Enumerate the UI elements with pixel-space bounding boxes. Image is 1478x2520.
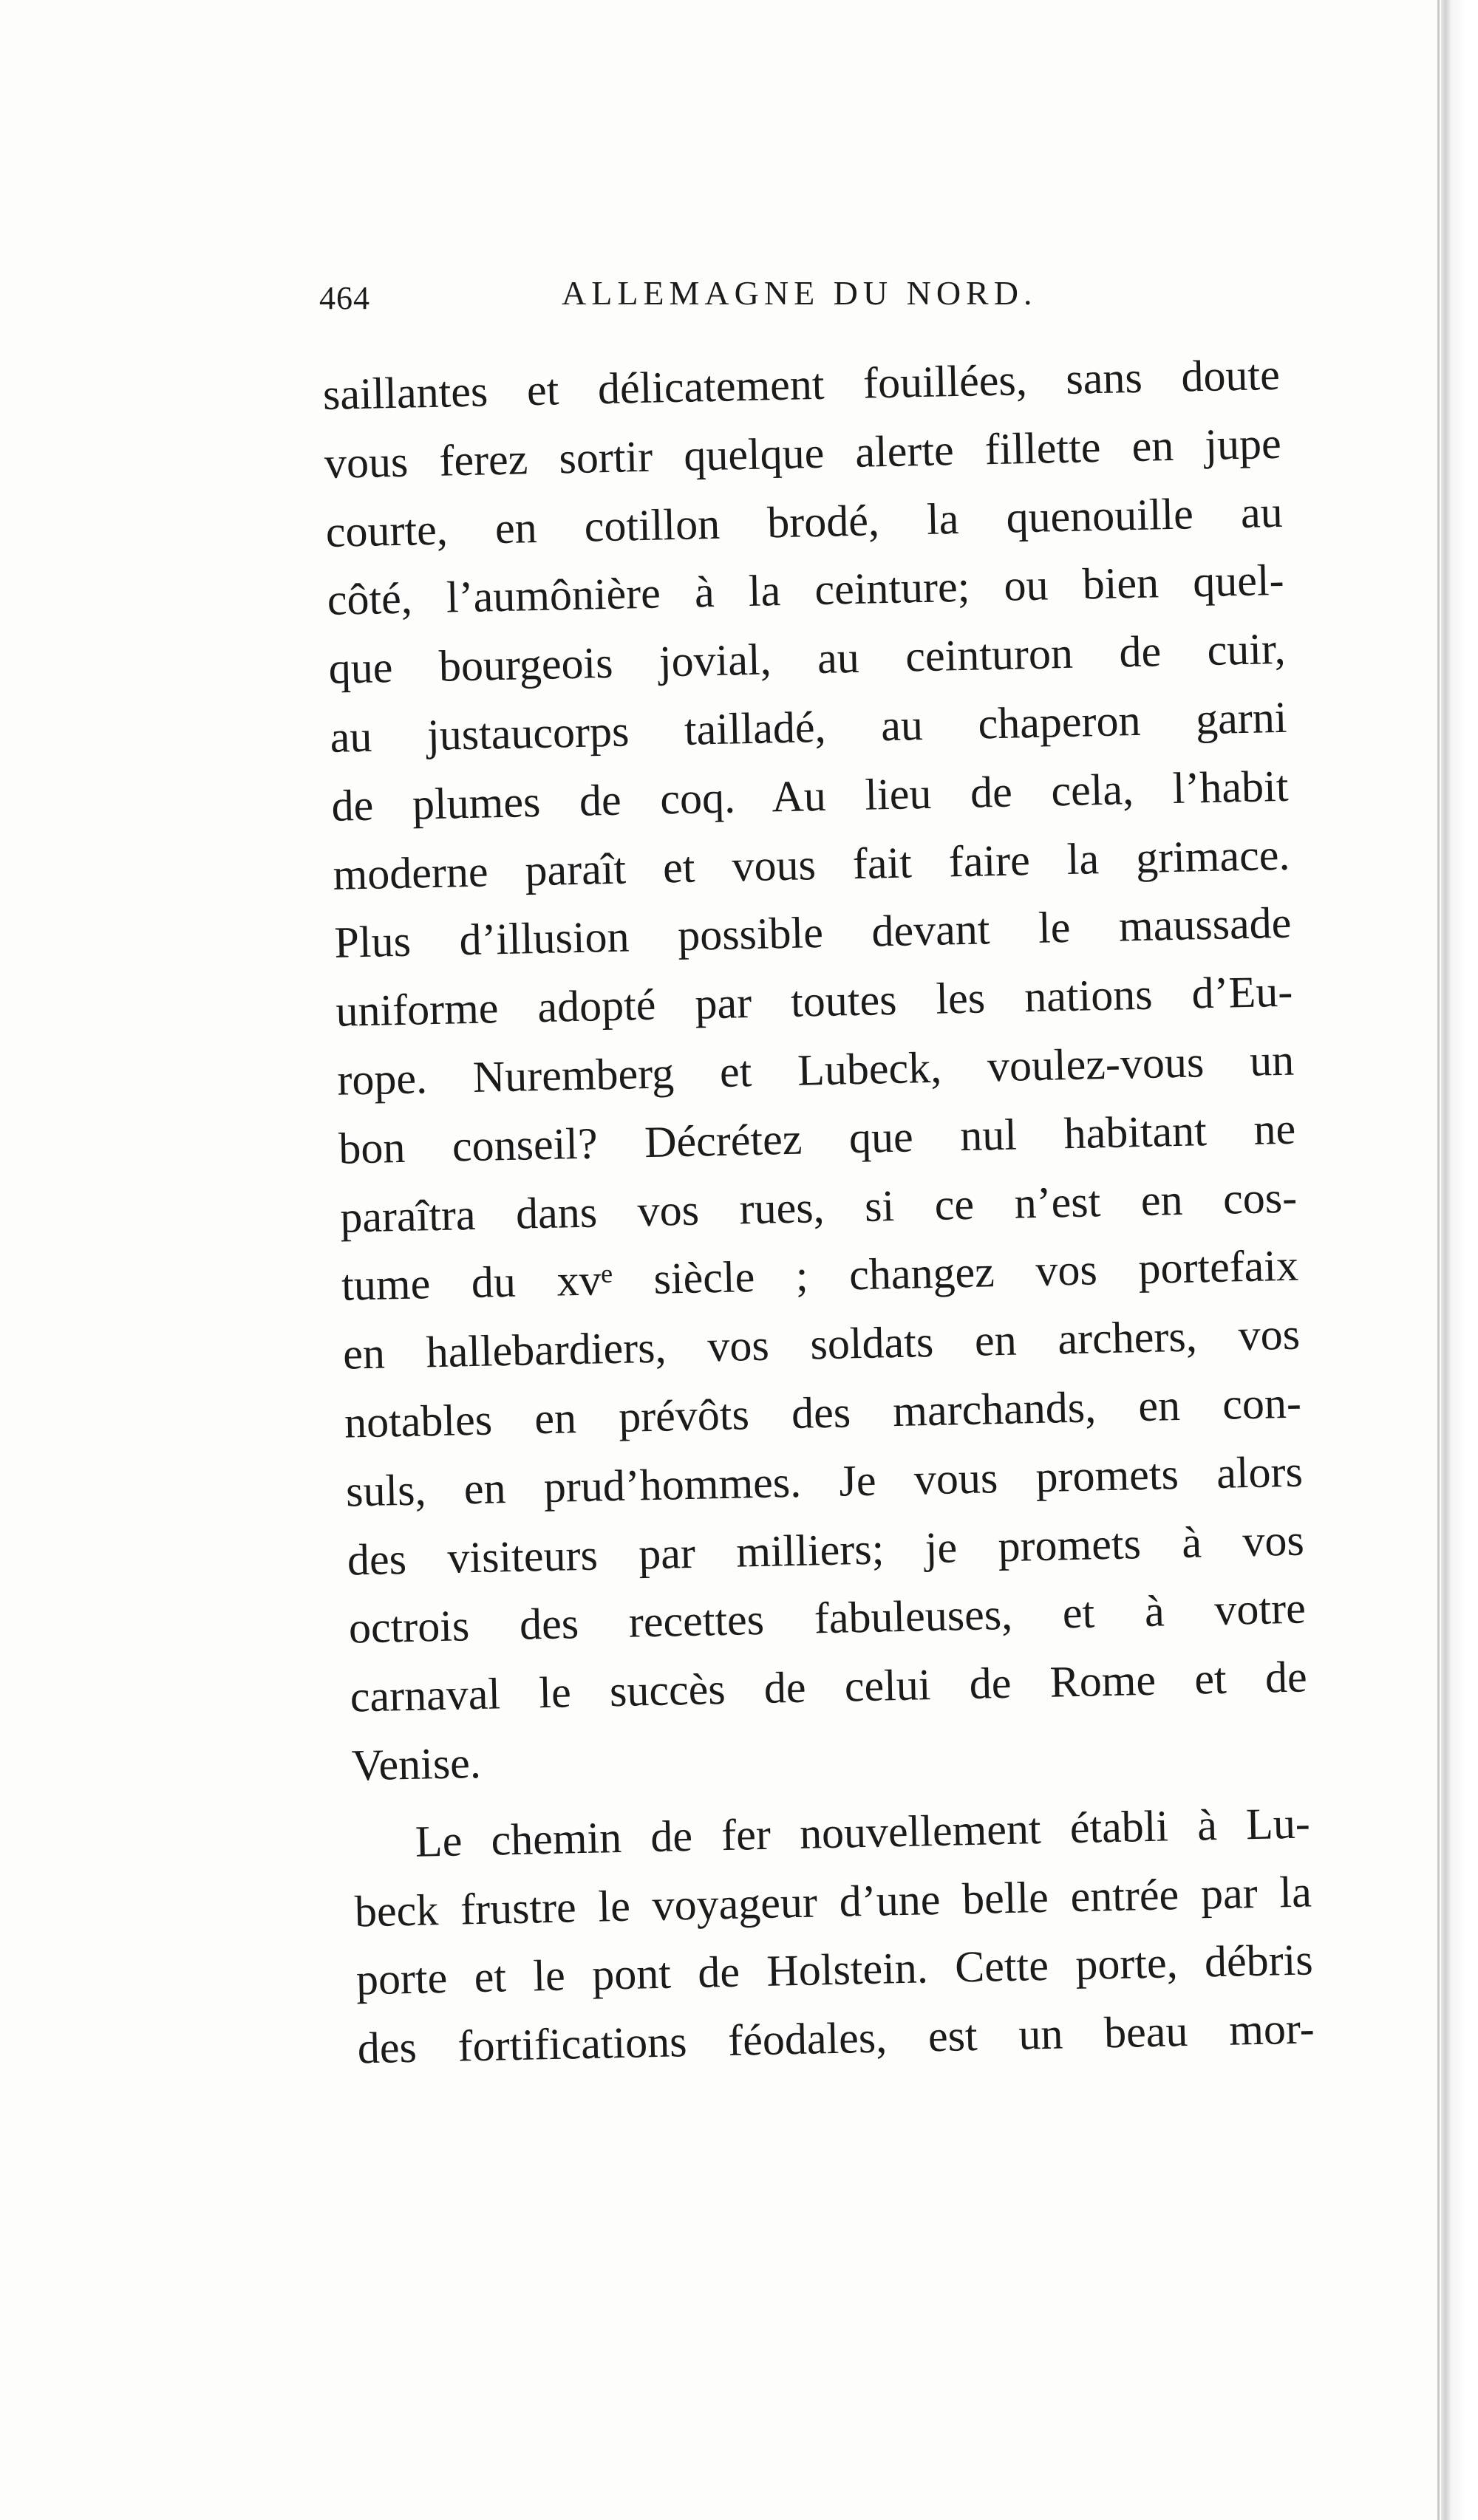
text-line: carnaval le succès de celui de Rome et de <box>350 1652 1308 1721</box>
text-line: Venise. <box>351 1738 482 1790</box>
text-line: courte, en cotillon brodé, la quenouille au <box>325 487 1284 556</box>
text-line: rope. Nuremberg et Lubeck, voulez-vous un <box>336 1035 1295 1104</box>
text-line: suls, en prud’hommes. Je vous promets alors <box>345 1447 1304 1516</box>
text-line: Le chemin de fer nouvellement établi à Lu- <box>415 1798 1311 1866</box>
text-line: bon conseil? Décrétez que nul habitant ne <box>338 1104 1296 1173</box>
paragraph-1 <box>322 341 1310 1800</box>
text-line: saillantes et délicatement fouillées, sans doute <box>322 349 1281 419</box>
page-edge <box>1441 0 1478 2520</box>
book-gutter-line <box>1437 0 1440 2520</box>
text-line: des fortifications féodales, est un beau mor- <box>357 2004 1315 2073</box>
text-line: que bourgeois jovial, au ceinturon de cuir, <box>328 624 1287 694</box>
page-header <box>319 273 1324 325</box>
page-number: 464 <box>319 280 370 316</box>
text-line: paraîtra dans vos rues, si ce n’est en cos- <box>339 1172 1298 1242</box>
text-line: notables en prévôts des marchands, en con- <box>344 1378 1302 1447</box>
text-line: uniforme adopté par toutes les nations d’Eu- <box>335 966 1293 1036</box>
text-line: moderne paraît et vous fait faire la grimace. <box>332 830 1290 899</box>
text-line: au justaucorps tailladé, au chaperon garni <box>329 692 1288 762</box>
text-line: de plumes de coq. Au lieu de cela, l’habit <box>330 761 1290 830</box>
text-line: tume du xvᵉ siècle ; changez vos portefaix <box>341 1240 1299 1311</box>
text-line: Plus d’illusion possible devant le maussade <box>333 898 1292 968</box>
text-line: beck frustre le voyageur d’une belle entrée par la <box>354 1866 1312 1936</box>
text-line: octrois des recettes fabuleuses, et à votre <box>348 1583 1307 1653</box>
text-line: des visiteurs par milliers; je promets à vos <box>347 1515 1305 1585</box>
body-text <box>322 341 1315 2083</box>
text-line: vous ferez sortir quelque alerte fillette en jupe <box>324 418 1282 488</box>
running-title: ALLEMAGNE DU NORD. <box>562 274 1038 312</box>
paragraph-2 <box>353 1789 1315 2083</box>
text-line: côté, l’aumônière à la ceinture; ou bien quel- <box>327 556 1285 625</box>
text-line: porte et le pont de Holstein. Cette porte, débris <box>355 1935 1314 2004</box>
text-line: en hallebardiers, vos soldats en archers, vos <box>342 1309 1301 1379</box>
